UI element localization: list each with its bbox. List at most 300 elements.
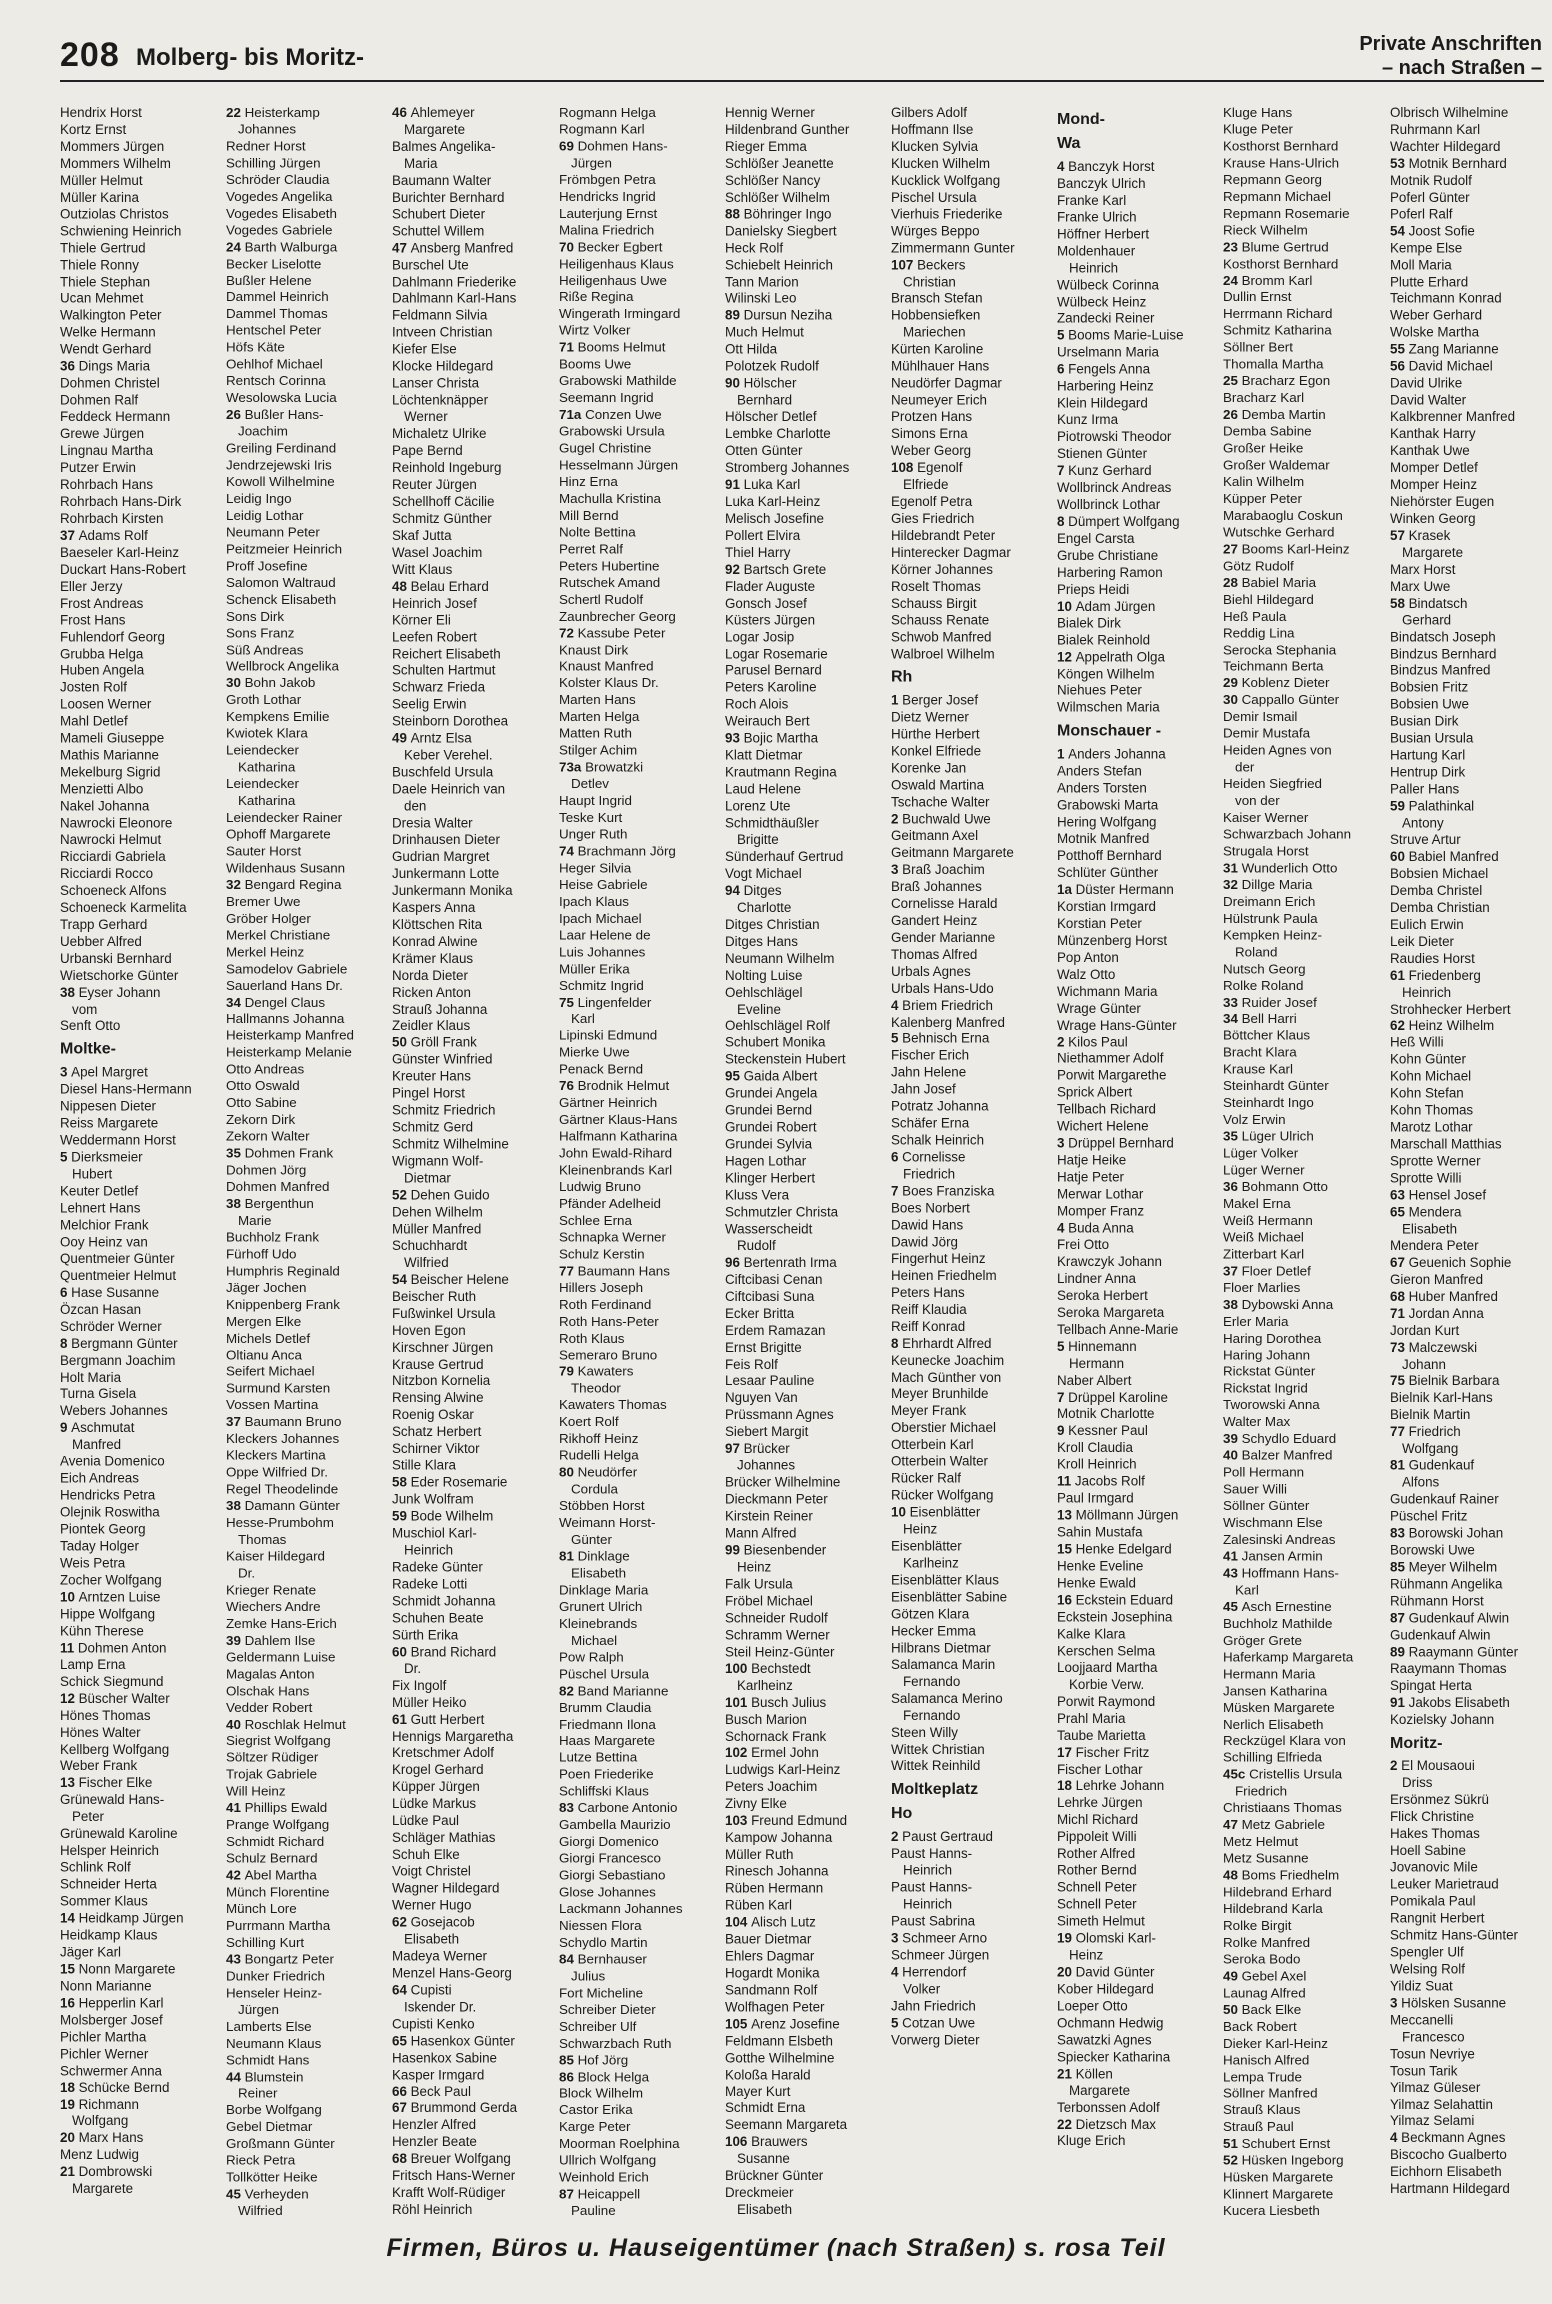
resident-entry: Strauß Paul	[1223, 2119, 1294, 2135]
house-number: 38	[60, 984, 79, 1000]
resident-entry: Wollbrinck Lothar	[1057, 497, 1161, 512]
resident-entry: Riße Regina	[559, 289, 634, 305]
resident-entry: Steckenstein Hubert	[725, 1052, 846, 1068]
resident-entry: Mühlhauer Hans	[891, 358, 990, 374]
resident-entry: Dahlmann Friederike	[392, 274, 517, 290]
resident-entry: Schröder Claudia	[226, 172, 330, 188]
resident-entry: Nonn Marianne	[60, 1978, 152, 1994]
resident-entry: Nerlich Elisabeth	[1223, 1716, 1324, 1732]
resident-entry: 45 Asch Ernestine	[1223, 1599, 1332, 1614]
resident-entry: 62 Heinz Wilhelm	[1390, 1018, 1495, 1034]
resident-entry: 68 Huber Manfred	[1390, 1288, 1498, 1304]
resident-entry: Hoell Sabine	[1390, 1843, 1466, 1859]
resident-entry: 81 Gudenkauf	[1390, 1457, 1475, 1473]
entry-continuation: Heinz	[737, 1559, 772, 1575]
resident-entry: Grundei Sylvia	[725, 1136, 813, 1152]
entry-continuation: Dr.	[404, 1660, 422, 1676]
house-number: 52	[1223, 2153, 1242, 2168]
resident-entry: Pomikala Paul	[1390, 1893, 1476, 1909]
resident-entry: Raaymann Thomas	[1390, 1660, 1507, 1676]
resident-entry: Christiaans Thomas	[1223, 1800, 1342, 1816]
house-number: 108	[891, 460, 918, 476]
resident-entry: Frost Andreas	[60, 595, 144, 611]
resident-entry: 28 Babiel Maria	[1223, 575, 1317, 590]
house-number: 60	[392, 1644, 411, 1659]
resident-entry: Molsberger Josef	[60, 2012, 163, 2028]
resident-entry: 81 Dinklage	[559, 1548, 630, 1564]
directory-column-5	[725, 105, 883, 2220]
house-number: 81	[559, 1548, 578, 1564]
house-number: 101	[725, 1694, 752, 1710]
house-number: 8	[891, 1335, 903, 1351]
resident-entry: Momper Franz	[1057, 1203, 1145, 1219]
resident-entry: Roth Hans-Peter	[559, 1313, 659, 1329]
resident-entry: Fürhoff Udo	[226, 1246, 297, 1262]
resident-entry: 38 Eyser Johann	[60, 984, 161, 1000]
resident-entry: 105 Arenz Josefine	[725, 2016, 840, 2032]
resident-entry: Bindzus Bernhard	[1390, 646, 1497, 662]
resident-entry: Merkel Christiane	[226, 927, 331, 943]
resident-entry: 11 Dohmen Anton	[60, 1640, 167, 1656]
resident-entry: 2 Paust Gertraud	[891, 1829, 993, 1845]
resident-entry: Ciftcibasi Cenan	[725, 1271, 823, 1287]
resident-entry: Lempa Trude	[1223, 2069, 1302, 2084]
house-number: 59	[1390, 798, 1409, 814]
entry-continuation: Christian	[903, 274, 956, 290]
resident-entry: 52 Hüsken Ingeborg	[1223, 2153, 1344, 2168]
entry-continuation: Heinrich	[903, 1896, 953, 1912]
resident-entry: Yilmaz Selahattin	[1390, 2096, 1493, 2112]
resident-entry: Kaiser Werner	[1223, 810, 1309, 825]
directory-column-2	[226, 105, 384, 2219]
resident-entry: Ricciardi Rocco	[60, 866, 154, 882]
resident-entry: 96 Bertenrath Irma	[725, 1255, 837, 1271]
resident-entry: Kürten Karoline	[891, 341, 984, 357]
resident-entry: Halfmann Katharina	[559, 1129, 678, 1144]
resident-entry: 29 Koblenz Dieter	[1223, 675, 1330, 691]
resident-entry: 108 Egenolf	[891, 460, 963, 476]
house-number: 37	[226, 1414, 245, 1430]
resident-entry: Neumann Wilhelm	[725, 950, 835, 966]
resident-entry: Gonsch Josef	[725, 595, 807, 611]
house-number: 21	[60, 2164, 79, 2180]
house-number: 3	[1057, 1135, 1069, 1151]
resident-entry: Schmitz Gerd	[392, 1119, 474, 1135]
resident-entry: Pichler Martha	[60, 2029, 147, 2045]
resident-entry: Rensing Alwine	[392, 1390, 484, 1406]
resident-entry: Schulten Hartmut	[392, 663, 496, 679]
house-number: 23	[1223, 239, 1242, 255]
resident-entry: 10 Arntzen Luise	[60, 1589, 161, 1605]
resident-entry: Moll Maria	[1390, 257, 1452, 273]
resident-entry: Poferl Ralf	[1390, 206, 1453, 222]
resident-entry: Eisenblätter Klaus	[891, 1572, 999, 1588]
entry-continuation: Bernhard	[737, 392, 793, 408]
resident-entry: Sawatzki Agnes	[1057, 2032, 1152, 2048]
resident-entry: Hennigs Margaretha	[392, 1728, 514, 1744]
resident-entry: Paust Hanns-	[891, 1846, 973, 1862]
house-number: 89	[1390, 1644, 1409, 1659]
resident-entry: Busian Ursula	[1390, 730, 1474, 746]
entry-continuation: Korbie Verw.	[1069, 1676, 1145, 1692]
resident-entry: Schmitz Friedrich	[392, 1102, 496, 1118]
house-number: 62	[392, 1914, 411, 1930]
resident-entry: Rieck Wilhelm	[1223, 222, 1308, 238]
resident-entry: Neumann Klaus	[226, 2035, 322, 2051]
resident-entry: Buschfeld Ursula	[392, 764, 494, 780]
resident-entry: 75 Bielnik Barbara	[1390, 1373, 1500, 1389]
resident-entry: Lindner Anna	[1057, 1271, 1136, 1287]
resident-entry: Leiendecker	[226, 776, 299, 792]
resident-entry: Trapp Gerhard	[60, 916, 148, 932]
house-number: 85	[1390, 1559, 1409, 1575]
house-number: 35	[226, 1145, 245, 1161]
house-number: 82	[559, 1682, 578, 1698]
resident-entry: Haas Margarete	[559, 1733, 656, 1749]
resident-entry: 36 Bohmann Otto	[1223, 1179, 1328, 1195]
resident-entry: Humphris Reginald	[226, 1263, 340, 1279]
resident-entry: 3 Schmeer Arno	[891, 1930, 988, 1946]
resident-entry: Hogardt Monika	[725, 1965, 820, 1981]
resident-entry: Wildenhaus Susann	[226, 860, 346, 876]
resident-entry: Mierke Uwe	[559, 1045, 630, 1060]
house-number: 41	[1223, 1548, 1242, 1564]
resident-entry: Mommers Jürgen	[60, 138, 165, 154]
resident-entry: Herrmann Richard	[1223, 306, 1333, 322]
house-number: 5	[1057, 327, 1069, 343]
resident-entry: Dawid Jörg	[891, 1234, 958, 1250]
resident-entry: Kaspers Anna	[392, 899, 476, 915]
resident-entry: Walz Otto	[1057, 966, 1116, 982]
resident-entry: Schwarzbach Johann	[1223, 826, 1352, 842]
resident-entry: Püschel Ursula	[559, 1666, 650, 1682]
resident-entry: Karge Peter	[559, 2119, 631, 2135]
resident-entry: Michaletz Ulrike	[392, 426, 487, 442]
resident-entry: Ullrich Wolfgang	[559, 2153, 657, 2168]
resident-entry: Bobsien Fritz	[1390, 680, 1469, 695]
resident-entry: 4 Briem Friedrich	[891, 997, 993, 1013]
entry-continuation: Charlotte	[737, 899, 792, 915]
house-number: 17	[1057, 1744, 1076, 1760]
resident-entry: Schmidt Richard	[226, 1834, 325, 1849]
resident-entry: Uebber Alfred	[60, 933, 142, 949]
resident-entry: Vogedes Angelika	[226, 188, 333, 204]
resident-entry: Zalesinski Andreas	[1223, 1531, 1336, 1547]
resident-entry: Senft Otto	[60, 1018, 121, 1034]
resident-entry: Franke Karl	[1057, 192, 1127, 208]
resident-entry: Dohmen Ralf	[60, 392, 139, 408]
resident-entry: Salamanca Marin	[891, 1657, 996, 1672]
house-number: 50	[1223, 2001, 1242, 2017]
entry-continuation: Peter	[72, 1809, 105, 1825]
resident-entry: Kohn Thomas	[1390, 1102, 1474, 1118]
resident-entry: Wasel Joachim	[392, 544, 483, 560]
resident-entry: Schreiber Dieter	[559, 2001, 656, 2017]
resident-entry: Müller Manfred	[392, 1221, 482, 1237]
resident-entry: Braß Johannes	[891, 879, 982, 894]
resident-entry: 62 Gosejacob	[392, 1914, 475, 1930]
house-number: 40	[226, 1716, 245, 1732]
resident-entry: Metz Susanne	[1223, 1850, 1309, 1866]
resident-entry: Holt Maria	[60, 1369, 122, 1385]
resident-entry: Küpper Peter	[1223, 491, 1302, 506]
resident-entry: Schlößer Nancy	[725, 172, 821, 188]
resident-entry: 38 Bergenthun	[226, 1196, 314, 1212]
resident-entry: Schulz Kerstin	[559, 1246, 645, 1262]
resident-entry: Hentrup Dirk	[1390, 764, 1466, 780]
page-header	[60, 32, 1552, 96]
resident-entry: Schulz Bernard	[226, 1850, 318, 1866]
resident-entry: Ernst Brigitte	[725, 1339, 802, 1355]
resident-entry: Momper Heinz	[1390, 477, 1478, 493]
resident-entry: Heiden Siegfried	[1223, 776, 1323, 792]
resident-entry: Kaiser Hildegard	[226, 1548, 325, 1564]
resident-entry: 43 Hoffmann Hans-	[1223, 1565, 1339, 1581]
house-number: 96	[725, 1255, 744, 1271]
resident-entry: 1 Anders Johanna	[1057, 746, 1166, 762]
house-number: 4	[1057, 1220, 1069, 1236]
house-number: 80	[559, 1464, 578, 1480]
resident-entry: Lorenz Ute	[725, 798, 791, 814]
house-number: 25	[1223, 373, 1242, 389]
resident-entry: Steinhardt Ingo	[1223, 1095, 1314, 1111]
resident-entry: Serocka Stephania	[1223, 642, 1337, 658]
resident-entry: Koert Rolf	[559, 1414, 619, 1430]
resident-entry: 44 Blumstein	[226, 2069, 304, 2084]
resident-entry: 85 Meyer Wilhelm	[1390, 1559, 1498, 1575]
resident-entry: Steen Willy	[891, 1724, 958, 1740]
resident-entry: 49 Arntz Elsa	[392, 730, 472, 746]
house-number: 1	[1057, 746, 1069, 762]
resident-entry: 99 Biesenbender	[725, 1542, 827, 1558]
resident-entry: Sprick Albert	[1057, 1085, 1133, 1100]
resident-entry: Mekelburg Sigrid	[60, 764, 161, 780]
resident-entry: Bobsien Michael	[1390, 866, 1489, 882]
resident-entry: Rohrbach Hans-Dirk	[60, 493, 182, 509]
resident-entry: 24 Barth Walburga	[226, 239, 338, 255]
resident-entry: Schubert Dieter	[392, 206, 486, 222]
resident-entry: Olbrisch Wilhelmine	[1390, 105, 1509, 120]
resident-entry: Schilling Jürgen	[226, 155, 321, 171]
resident-entry: 9 Kessner Paul	[1057, 1423, 1148, 1439]
resident-entry: Reuter Jürgen	[392, 477, 477, 493]
resident-entry: Spingat Herta	[1390, 1677, 1472, 1693]
resident-entry: Witt Klaus	[392, 561, 453, 577]
house-number: 26	[226, 407, 245, 423]
resident-entry: Tosun Tarik	[1390, 2062, 1458, 2078]
resident-entry: Klatt Dietmar	[725, 747, 803, 763]
house-number: 4	[891, 1964, 903, 1980]
resident-entry: Eller Jerzy	[60, 578, 123, 594]
resident-entry: 7 Drüppel Karoline	[1057, 1389, 1168, 1405]
house-number: 4	[891, 997, 903, 1013]
resident-entry: 38 Damann Günter	[226, 1498, 340, 1514]
house-number: 39	[226, 1632, 245, 1648]
resident-entry: Stilger Achim	[559, 742, 638, 758]
entry-continuation: Heinz	[903, 1521, 938, 1537]
house-number: 97	[725, 1441, 744, 1457]
resident-entry: Raudies Horst	[1390, 950, 1475, 966]
resident-entry: Protzen Hans	[891, 409, 973, 425]
resident-entry: Weinhold Erich	[559, 2169, 649, 2185]
resident-entry: Junk Wolfram	[392, 1491, 474, 1507]
house-number: 49	[392, 730, 411, 746]
resident-entry: Rieck Petra	[226, 2153, 296, 2168]
house-number: 75	[1390, 1373, 1409, 1389]
resident-entry: 20 Marx Hans	[60, 2130, 144, 2146]
resident-entry: Großer Heike	[1223, 440, 1304, 456]
resident-entry: Zekorn Dirk	[226, 1112, 296, 1128]
resident-entry: Reiff Konrad	[891, 1318, 966, 1334]
resident-entry: Heidkamp Klaus	[60, 1927, 158, 1943]
house-number: 68	[392, 2151, 411, 2167]
resident-entry: Knippenberg Frank	[226, 1296, 340, 1312]
resident-entry: Flader Auguste	[725, 578, 816, 594]
house-number: 2	[891, 811, 903, 827]
resident-entry: Söllner Bert	[1223, 340, 1293, 355]
house-number: 26	[1223, 407, 1242, 423]
resident-entry: Wischmann Else	[1223, 1515, 1323, 1530]
house-number: 39	[1223, 1431, 1242, 1447]
resident-entry: Lamberts Else	[226, 2018, 312, 2034]
resident-entry: 84 Bernhauser	[559, 1951, 647, 1967]
resident-entry: Feis Rolf	[725, 1356, 778, 1372]
resident-entry: Knaust Manfred	[559, 658, 654, 674]
resident-entry: Hagen Lothar	[725, 1153, 807, 1169]
resident-entry: Lingnau Martha	[60, 443, 154, 459]
resident-entry: 35 Lüger Ulrich	[1223, 1129, 1314, 1144]
resident-entry: 48 Boms Friedhelm	[1223, 1867, 1340, 1883]
resident-entry: 79 Kawaters	[559, 1364, 634, 1379]
resident-entry: Krause Hans-Ulrich	[1223, 155, 1340, 171]
resident-entry: Thiele Gertrud	[60, 240, 146, 256]
resident-entry: 100 Bechstedt	[725, 1660, 811, 1676]
resident-entry: Fischer Erich	[891, 1048, 970, 1064]
house-number: 57	[1390, 527, 1409, 543]
resident-entry: Wingerath Irmingard	[559, 306, 681, 322]
entry-continuation: Hermann	[1069, 1355, 1125, 1371]
house-number: 90	[725, 375, 744, 391]
resident-entry: Günster Winfried	[392, 1052, 493, 1068]
resident-entry: Piotrowski Theodor	[1057, 429, 1172, 445]
resident-entry: Baeseler Karl-Heinz	[60, 544, 180, 560]
house-number: 36	[60, 358, 79, 374]
resident-entry: Schwarz Frieda	[392, 680, 486, 695]
resident-entry: Rudelli Helga	[559, 1447, 639, 1463]
entry-continuation: Elisabeth	[737, 2202, 793, 2218]
resident-entry: Brückner Günter	[725, 2168, 824, 2184]
resident-entry: 19 Richmann	[60, 2096, 139, 2112]
resident-entry: Ditges Hans	[725, 933, 798, 949]
resident-entry: Mameli Giuseppe	[60, 730, 165, 746]
resident-entry: 12 Appelrath Olga	[1057, 649, 1165, 665]
resident-entry: 8 Dümpert Wolfgang	[1057, 513, 1180, 529]
resident-entry: 4 Banczyk Horst	[1057, 158, 1155, 174]
resident-entry: Polotzek Rudolf	[725, 358, 819, 374]
resident-entry: Bindatsch Joseph	[1390, 629, 1496, 645]
header-rule	[60, 80, 1544, 82]
resident-entry: Schwarzbach Ruth	[559, 2035, 672, 2051]
resident-entry: Hennig Werner	[725, 105, 815, 120]
resident-entry: Zaunbrecher Georg	[559, 608, 676, 624]
resident-entry: Lehnert Hans	[60, 1200, 141, 1216]
resident-entry: Krämer Klaus	[392, 950, 474, 966]
resident-entry: Lüdke Markus	[392, 1796, 477, 1812]
resident-entry: Back Robert	[1223, 2018, 1297, 2034]
house-number: 16	[60, 1995, 79, 2011]
resident-entry: Bielnik Martin	[1390, 1407, 1471, 1423]
house-number: 84	[559, 1951, 578, 1967]
resident-entry: Grewe Jürgen	[60, 426, 145, 442]
entry-continuation: Eveline	[737, 1001, 781, 1017]
resident-entry: Schmeer Jürgen	[891, 1947, 990, 1963]
resident-entry: 39 Dahlem Ilse	[226, 1632, 316, 1648]
resident-entry: Surmund Karsten	[226, 1380, 331, 1396]
entry-continuation: Volker	[903, 1981, 941, 1997]
house-number: 12	[1057, 649, 1076, 665]
resident-entry: Geitmann Margarete	[891, 845, 1014, 861]
house-number: 62	[1390, 1018, 1409, 1034]
resident-entry: Müller Helmut	[60, 172, 143, 188]
house-number: 54	[392, 1271, 411, 1287]
resident-entry: Hilbrans Dietmar	[891, 1640, 991, 1656]
resident-entry: 89 Raaymann Günter	[1390, 1644, 1519, 1659]
resident-entry: 5 Dierksmeier	[60, 1149, 143, 1165]
resident-entry: Schmitz Hans-Günter	[1390, 1927, 1518, 1943]
resident-entry: Schilling Kurt	[226, 1934, 305, 1950]
resident-entry: Wolfhagen Peter	[725, 1999, 825, 2015]
house-number: 2	[891, 1829, 903, 1845]
resident-entry: Ipach Klaus	[559, 893, 629, 909]
resident-entry: Putzer Erwin	[60, 460, 136, 476]
resident-entry: Huben Angela	[60, 663, 145, 679]
entry-continuation: Heinrich	[1402, 984, 1452, 1000]
resident-entry: 68 Breuer Wolfgang	[392, 2151, 511, 2167]
resident-entry: Bauer Dietmar	[725, 1931, 812, 1947]
entry-continuation: von der	[1235, 793, 1280, 809]
resident-entry: 42 Abel Martha	[226, 1867, 317, 1883]
resident-entry: 4 Beckmann Agnes	[1390, 2130, 1506, 2146]
resident-entry: Otterbein Walter	[891, 1454, 988, 1470]
resident-entry: Taday Holger	[60, 1538, 139, 1554]
resident-entry: Feddeck Hermann	[60, 409, 171, 425]
house-number: 77	[559, 1263, 578, 1279]
resident-entry: 14 Heidkamp Jürgen	[60, 1910, 184, 1926]
resident-entry: Kempken Heinz-	[1223, 927, 1322, 943]
resident-entry: Flick Christine	[1390, 1809, 1475, 1825]
resident-entry: Henseler Heinz-	[226, 1985, 323, 2000]
resident-entry: Mendera Peter	[1390, 1238, 1479, 1254]
resident-entry: Meccanelli	[1390, 2012, 1454, 2028]
entry-continuation: Katharina	[238, 793, 296, 809]
resident-entry: 5 Cotzan Uwe	[891, 2015, 976, 2031]
resident-entry: Krautmann Regina	[725, 764, 837, 780]
house-number: 5	[60, 1149, 72, 1165]
resident-entry: Eulich Erwin	[1390, 916, 1464, 932]
entry-continuation: Susanne	[737, 2151, 790, 2167]
house-number: 58	[1390, 595, 1409, 611]
resident-entry: Korstian Peter	[1057, 915, 1142, 931]
house-number: 73a	[559, 759, 586, 775]
house-number: 61	[1390, 967, 1409, 983]
resident-entry: Baumann Walter	[392, 172, 492, 188]
resident-entry: Hartmann Hildegard	[1390, 2181, 1510, 2197]
resident-entry: 34 Bell Harri	[1223, 1011, 1297, 1027]
resident-entry: Weber Georg	[891, 443, 972, 459]
resident-entry: Pfänder Adelheid	[559, 1196, 661, 1212]
resident-entry: Leiendecker	[226, 742, 299, 758]
resident-entry: Schubert Monika	[725, 1035, 826, 1051]
